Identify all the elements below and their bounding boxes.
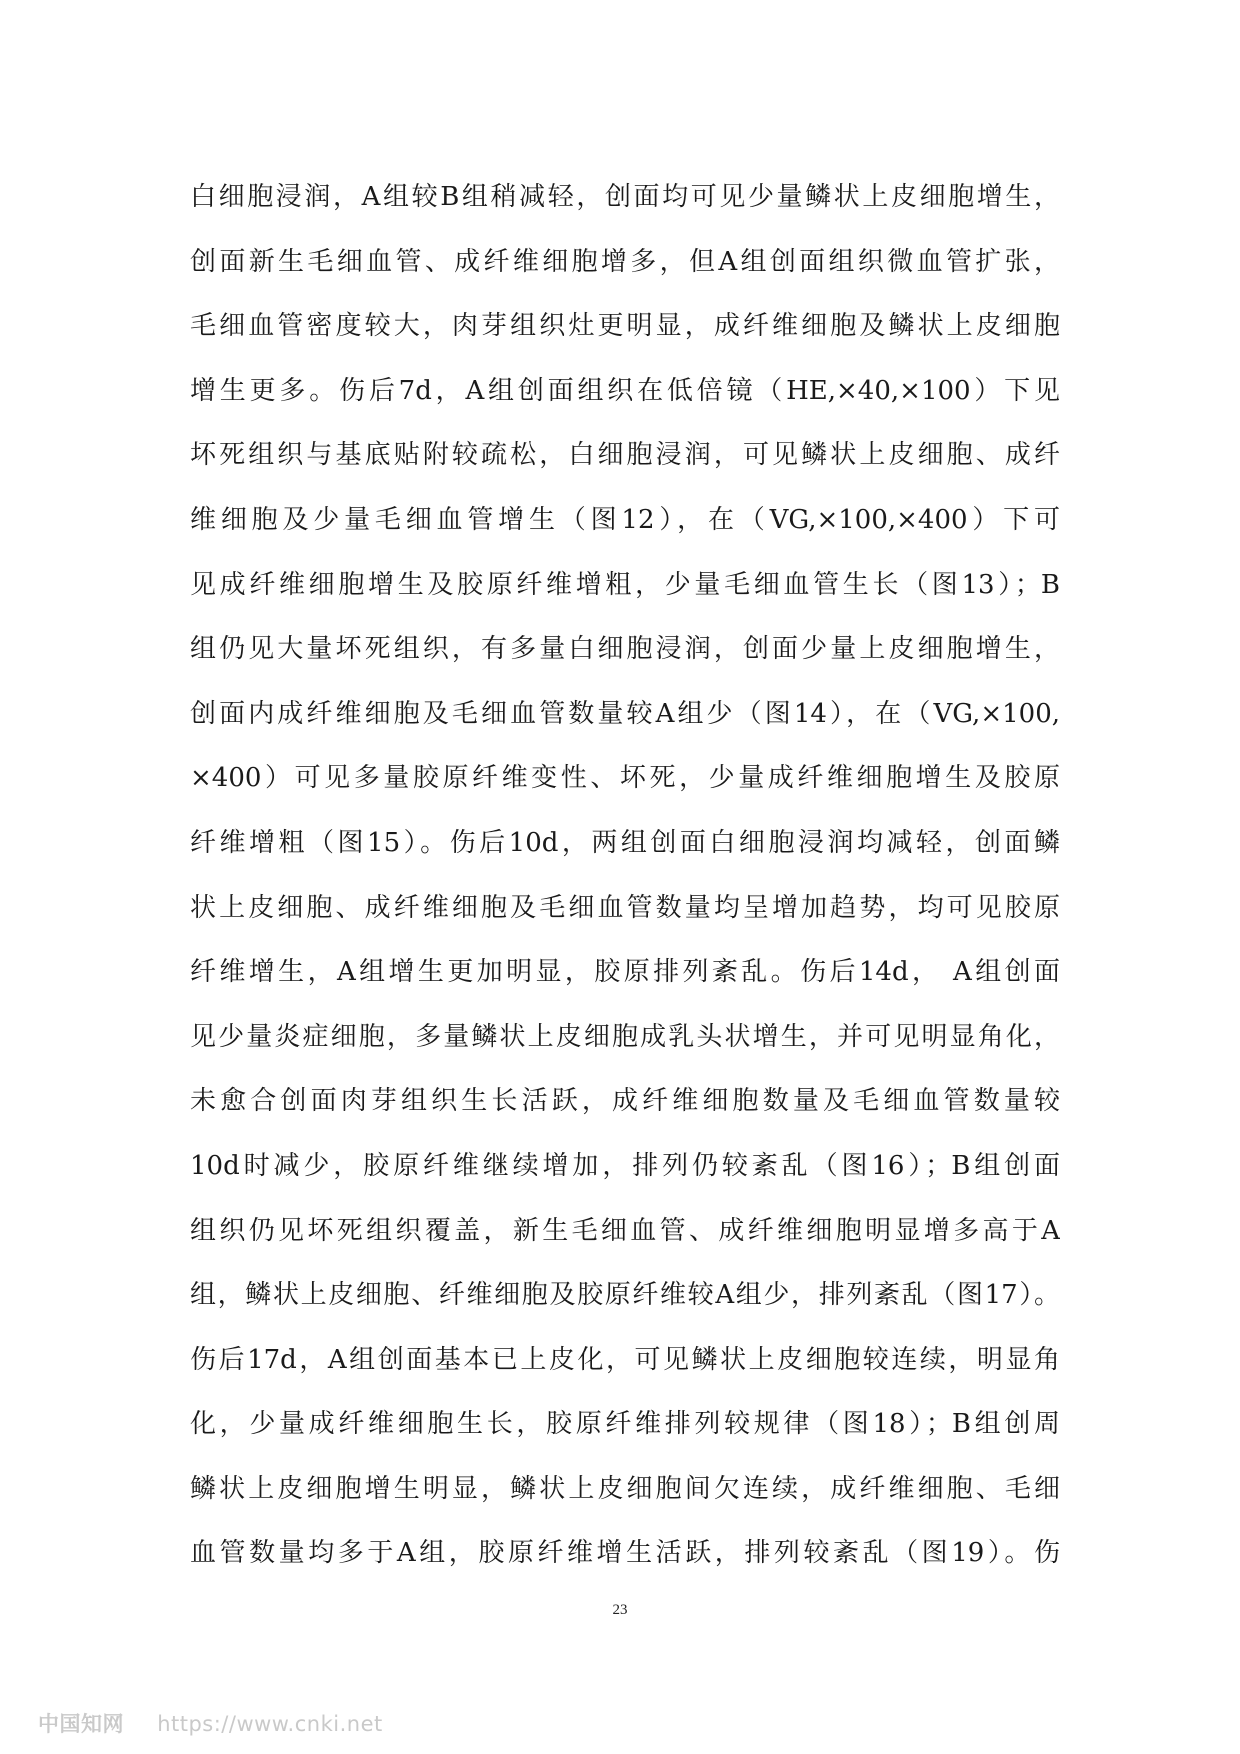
text-line: 创面新生毛细血管、成纤维细胞增多，但A组创面组织微血管扩张，: [190, 246, 1060, 277]
text-line: 组，鳞状上皮细胞、纤维细胞及胶原纤维较A组少，排列紊乱（图17）。: [190, 1280, 1060, 1311]
text-line: 化，少量成纤维细胞生长，胶原纤维排列较规律（图18）；B组创周: [190, 1409, 1060, 1440]
text-line: 状上皮细胞、成纤维细胞及毛细血管数量均呈增加趋势，均可见胶原: [190, 892, 1060, 923]
page-number: 23: [612, 1602, 628, 1618]
text-line: 10d时减少，胶原纤维继续增加，排列仍较紊乱（图16）；B组创面: [190, 1150, 1060, 1181]
text-line: 维细胞及少量毛细血管增生（图12），在（VG,×100,×400）下可: [190, 504, 1060, 535]
text-line: 鳞状上皮细胞增生明显，鳞状上皮细胞间欠连续，成纤维细胞、毛细: [190, 1473, 1060, 1504]
body-text: [190, 165, 1060, 1586]
text-line: 见成纤维细胞增生及胶原纤维增粗，少量毛细血管生长（图13）；B: [190, 569, 1060, 600]
text-line: 创面内成纤维细胞及毛细血管数量较A组少（图14），在（VG,×100,: [190, 698, 1060, 729]
text-line: 纤维增生，A组增生更加明显，胶原排列紊乱。伤后14d， A组创面: [190, 957, 1060, 988]
watermark: [38, 1708, 383, 1738]
text-line: ×400）可见多量胶原纤维变性、坏死，少量成纤维细胞增生及胶原: [190, 763, 1060, 794]
watermark-url: https://www.cnki.net: [157, 1712, 383, 1736]
text-line: 增生更多。伤后7d，A组创面组织在低倍镜（HE,×40,×100）下见: [190, 375, 1060, 406]
text-line: 纤维增粗（图15）。伤后10d，两组创面白细胞浸润均减轻，创面鳞: [190, 827, 1060, 858]
text-line: 组仍见大量坏死组织，有多量白细胞浸润，创面少量上皮细胞增生，: [190, 634, 1060, 665]
text-line: 坏死组织与基底贴附较疏松，白细胞浸润，可见鳞状上皮细胞、成纤: [190, 440, 1060, 471]
text-line: 见少量炎症细胞，多量鳞状上皮细胞成乳头状增生，并可见明显角化，: [190, 1021, 1060, 1052]
watermark-brand: 中国知网: [38, 1712, 124, 1736]
text-line: 未愈合创面肉芽组织生长活跃，成纤维细胞数量及毛细血管数量较: [190, 1086, 1060, 1117]
text-line: 毛细血管密度较大，肉芽组织灶更明显，成纤维细胞及鳞状上皮细胞: [190, 311, 1060, 342]
text-line: 伤后17d，A组创面基本已上皮化，可见鳞状上皮细胞较连续，明显角: [190, 1344, 1060, 1375]
text-line: 组织仍见坏死组织覆盖，新生毛细血管、成纤维细胞明显增多高于A: [190, 1215, 1060, 1246]
text-line: 血管数量均多于A组，胶原纤维增生活跃，排列较紊乱（图19）。伤: [190, 1538, 1060, 1569]
text-line: 白细胞浸润，A组较B组稍减轻，创面均可见少量鳞状上皮细胞增生，: [190, 182, 1060, 212]
